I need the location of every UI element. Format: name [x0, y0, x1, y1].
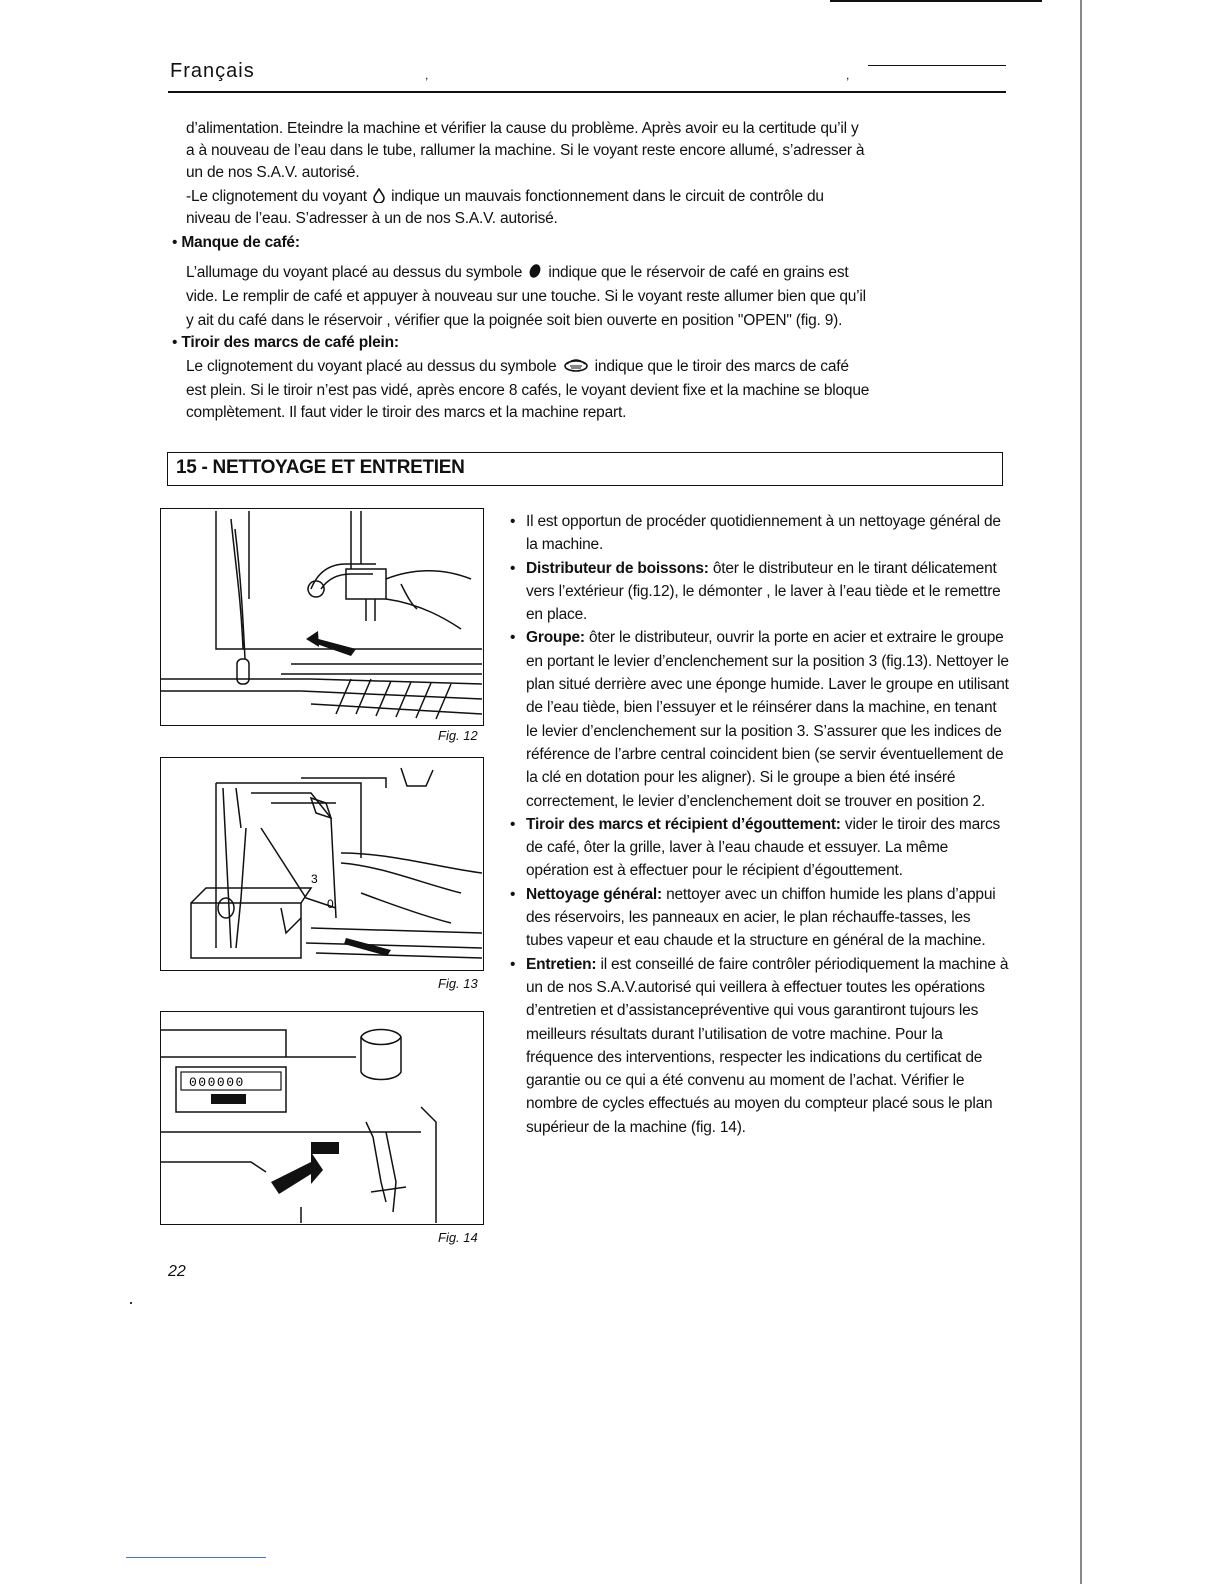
bullet-tiroir-title: [172, 332, 399, 354]
bullet-nettoyage-general: [510, 883, 1010, 953]
manque-line-1b: indique que le réservoir de café en grains est: [548, 264, 849, 281]
tiroir-line-3: complètement. Il faut vider le tiroir des marcs et la machine repart.: [186, 404, 627, 421]
figure-13: [160, 757, 484, 971]
coffee-bean-icon: [526, 262, 544, 284]
manque-title: Manque de café:: [181, 234, 300, 251]
manque-line-1: [186, 262, 849, 284]
bullet-dot: •: [510, 885, 516, 903]
header-rule-top: [868, 65, 1006, 66]
bullet-general: [510, 510, 1010, 557]
bullet-1-text: ôter le distributeur en le tirant délicatement vers l’extérieur (fig.12), le démonter , le laver à l’eau tiède et le remettre en place.: [526, 559, 1001, 624]
section-heading-box: [167, 452, 1003, 486]
right-edge-line: [1080, 0, 1082, 1584]
intro-line-2: a à nouveau de l’eau dans le tube, rallumer la machine. Si le voyant reste encore allumé, s’adresser à: [186, 142, 865, 159]
figure-14-caption: Fig. 14: [438, 1230, 478, 1245]
bullet-entretien: [510, 953, 1010, 1139]
header-tick-mark: ,: [425, 68, 429, 82]
top-right-rule: [830, 0, 1042, 2]
svg-text:3: 3: [311, 872, 318, 886]
bottom-link-underline: [126, 1557, 266, 1558]
tiroir-title: Tiroir des marcs de café plein:: [181, 334, 399, 351]
svg-text:0: 0: [327, 897, 334, 911]
bullet-dot: •: [510, 559, 516, 577]
figure-14: [160, 1011, 484, 1225]
figure-13-caption: Fig. 13: [438, 976, 478, 991]
maintenance-bullets: [510, 510, 1010, 1139]
bullet-0-text: Il est opportun de procéder quotidiennement à un nettoyage général de la machine.: [526, 513, 1001, 554]
intro-line-3: un de nos S.A.V. autorisé.: [186, 164, 360, 181]
bullet-distributeur: [510, 557, 1010, 627]
bullet-groupe: [510, 626, 1010, 812]
bullet-dot: •: [510, 629, 516, 647]
figure-13-drawing: [161, 758, 482, 969]
bullet-dot: •: [510, 955, 516, 973]
manque-line-1a: L’allumage du voyant placé au dessus du symbole: [186, 264, 523, 281]
bullet-1-title: Distributeur de boissons:: [526, 559, 709, 577]
manque-line-3: y ait du café dans le réservoir , vérifier que la poignée soit bien ouverte en position "OPEN" (fig. 9).: [186, 312, 843, 329]
figure-12-caption: Fig. 12: [438, 728, 478, 743]
tiroir-line-1: [186, 356, 849, 378]
header-tick-mark-2: ,: [846, 68, 850, 82]
bullet-2-title: Groupe:: [526, 629, 585, 647]
bullet-5-text: il est conseillé de faire contrôler périodiquement la machine à un de nos S.A.V.autorisé qui veillera à effectuer toutes les opérations d’entretien et d’assistancepréventive qui vous garantiront tujours les meilleurs résultats durant l’utilisation de votre machine. Pour la fréquence des interventions, respecter les indications du certificat de garantie ou ce qui a été convenu au moment de l’achat. Vérifier le nombre de cycles effectués au moyen du compteur placé sous le plan supérieur de la machine (fig. 14).: [526, 955, 1009, 1136]
tiroir-line-2: est plein. Si le tiroir n’est pas vidé, après encore 8 cafés, le voyant devient fixe et la machine se bloque: [186, 382, 870, 399]
header-rule: [168, 91, 1006, 93]
bullet-dot: •: [172, 234, 182, 251]
figure-12: [160, 508, 484, 726]
manque-line-2: vide. Le remplir de café et appuyer à nouveau sur une touche. Si le voyant reste allumer bien que qu’il: [186, 288, 866, 305]
bullet-manque-title: [172, 232, 300, 254]
bullet-4-title: Nettoyage général:: [526, 885, 662, 903]
intro-line-5: niveau de l’eau. S’adresser à un de nos S.A.V. autorisé.: [186, 210, 558, 227]
section-title: 15 - NETTOYAGE ET ENTRETIEN: [176, 457, 465, 478]
language-heading: Français: [170, 60, 255, 82]
figure-14-drawing: [161, 1012, 482, 1223]
bullet-dot: •: [172, 334, 182, 351]
bullet-4-text: nettoyer avec un chiffon humide les plans d’appui des réservoirs, les panneaux en acier, le plan réchauffe-tasses, les tubes vapeur et eau chaude et la structure en général de la machine.: [526, 885, 996, 950]
tiroir-line-1b: indique que le tiroir des marcs de café: [594, 358, 849, 375]
scan-dot: [130, 1302, 132, 1304]
intro-line-4b-text: indique un mauvais fonctionnement dans le circuit de contrôle du: [391, 188, 824, 205]
bullet-2-text: ôter le distributeur, ouvrir la porte en acier et extraire le groupe en portant le levier d’enclenchement sur la position 3 (fig.13). Nettoyer le plan situé derrière avec une éponge humide. Laver le groupe en utilisant de l’eau tiède, bien l’essuyer et le réinsérer dans la machine, en tenant le levier d’enclenchement sur la position 3. S’assurer que les indices de référence de l’arbre central coincident bien (se servir éventuellement de la clé en dotation pour les aligner). Si le groupe a bien été inséré correctement, le levier d’enclenchement doit se trouver en position 2.: [526, 629, 1009, 810]
bullet-dot: •: [510, 815, 516, 833]
page-number: 22: [168, 1263, 186, 1280]
bullet-5-title: Entretien:: [526, 955, 597, 973]
tiroir-line-1a: Le clignotement du voyant placé au dessus du symbole: [186, 358, 557, 375]
intro-line-4-text: -Le clignotement du voyant: [186, 188, 367, 205]
bullet-3-text: vider le tiroir des marcs de café, ôter la grille, laver à l’eau chaude et essuyer. La même opération est à effectuer pour le récipient d’égouttement.: [526, 815, 1001, 880]
grounds-drawer-icon: [561, 356, 591, 378]
figure-12-drawing: [161, 509, 482, 724]
bullet-dot: •: [510, 513, 516, 530]
intro-line-1: d’alimentation. Eteindre la machine et vérifier la cause du problème. Après avoir eu la certitude qu’il y: [186, 120, 859, 137]
intro-line-4: [186, 186, 824, 208]
bullet-tiroir-recipient: [510, 813, 1010, 883]
bullet-3-title: Tiroir des marcs et récipient d’égouttement:: [526, 815, 841, 833]
water-drop-icon: [371, 186, 387, 208]
counter-digits: 000000: [189, 1075, 245, 1090]
